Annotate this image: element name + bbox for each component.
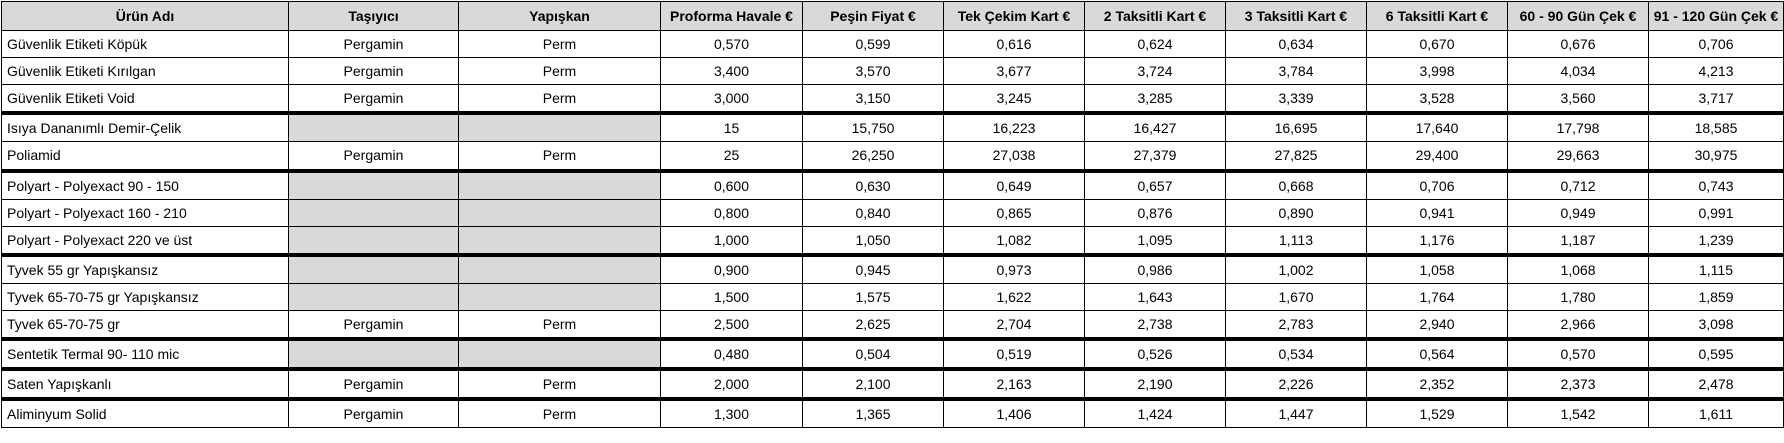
- carrier-cell: Pergamin: [289, 58, 459, 85]
- price-cell: 15: [661, 113, 803, 142]
- price-cell: 1,050: [803, 227, 944, 256]
- product-name-cell: Poliamid: [2, 142, 289, 172]
- price-cell: 29,663: [1508, 142, 1649, 172]
- column-header: Taşıyıcı: [289, 2, 459, 31]
- price-cell: 0,865: [944, 200, 1085, 227]
- price-cell: 1,000: [661, 227, 803, 256]
- price-cell: 2,940: [1367, 311, 1508, 340]
- price-cell: 2,500: [661, 311, 803, 340]
- price-cell: 1,300: [661, 399, 803, 428]
- price-cell: 0,616: [944, 31, 1085, 58]
- adhesive-cell: [459, 227, 661, 256]
- price-cell: 1,575: [803, 284, 944, 311]
- price-cell: 16,695: [1226, 113, 1367, 142]
- price-cell: 1,500: [661, 284, 803, 311]
- price-cell: 0,986: [1085, 255, 1226, 284]
- price-cell: 0,706: [1649, 31, 1784, 58]
- price-cell: 25: [661, 142, 803, 172]
- price-cell: 0,945: [803, 255, 944, 284]
- table-row: [2, 200, 1784, 227]
- price-cell: 2,625: [803, 311, 944, 340]
- price-cell: 3,528: [1367, 85, 1508, 114]
- price-cell: 3,570: [803, 58, 944, 85]
- price-cell: 4,213: [1649, 58, 1784, 85]
- price-cell: 0,570: [661, 31, 803, 58]
- price-cell: 17,640: [1367, 113, 1508, 142]
- column-header: 6 Taksitli Kart €: [1367, 2, 1508, 31]
- product-name-cell: Güvenlik Etiketi Void: [2, 85, 289, 114]
- carrier-cell: [289, 200, 459, 227]
- price-cell: 3,784: [1226, 58, 1367, 85]
- product-name-cell: Tyvek 65-70-75 gr Yapışkansız: [2, 284, 289, 311]
- price-cell: 1,622: [944, 284, 1085, 311]
- product-name-cell: Isıya Dananımlı Demir-Çelik: [2, 113, 289, 142]
- adhesive-cell: Perm: [459, 399, 661, 428]
- product-name-cell: Polyart - Polyexact 160 - 210: [2, 200, 289, 227]
- price-cell: 3,245: [944, 85, 1085, 114]
- price-cell: 0,949: [1508, 200, 1649, 227]
- price-cell: 0,600: [661, 171, 803, 200]
- carrier-cell: [289, 171, 459, 200]
- product-name-cell: Tyvek 55 gr Yapışkansız: [2, 255, 289, 284]
- price-cell: 17,798: [1508, 113, 1649, 142]
- price-cell: 1,447: [1226, 399, 1367, 428]
- price-cell: 3,400: [661, 58, 803, 85]
- adhesive-cell: [459, 200, 661, 227]
- header-row: [2, 2, 1784, 31]
- adhesive-cell: [459, 113, 661, 142]
- price-cell: 1,365: [803, 399, 944, 428]
- column-header: 91 - 120 Gün Çek €: [1649, 2, 1784, 31]
- table-row: [2, 399, 1784, 428]
- price-cell: 15,750: [803, 113, 944, 142]
- adhesive-cell: [459, 171, 661, 200]
- price-cell: 2,163: [944, 369, 1085, 399]
- price-cell: 1,611: [1649, 399, 1784, 428]
- column-header: Yapışkan: [459, 2, 661, 31]
- carrier-cell: Pergamin: [289, 311, 459, 340]
- price-cell: 0,890: [1226, 200, 1367, 227]
- adhesive-cell: [459, 284, 661, 311]
- price-cell: 3,000: [661, 85, 803, 114]
- table-body: [2, 31, 1784, 428]
- price-cell: 0,534: [1226, 339, 1367, 369]
- price-cell: 0,840: [803, 200, 944, 227]
- adhesive-cell: [459, 339, 661, 369]
- price-cell: 0,564: [1367, 339, 1508, 369]
- adhesive-cell: Perm: [459, 31, 661, 58]
- product-name-cell: Tyvek 65-70-75 gr: [2, 311, 289, 340]
- price-cell: 0,570: [1508, 339, 1649, 369]
- table-row: [2, 171, 1784, 200]
- price-cell: 0,712: [1508, 171, 1649, 200]
- price-cell: 0,630: [803, 171, 944, 200]
- price-cell: 3,150: [803, 85, 944, 114]
- table-row: [2, 227, 1784, 256]
- price-cell: 1,859: [1649, 284, 1784, 311]
- price-cell: 27,825: [1226, 142, 1367, 172]
- price-cell: 1,780: [1508, 284, 1649, 311]
- column-header: 3 Taksitli Kart €: [1226, 2, 1367, 31]
- carrier-cell: Pergamin: [289, 85, 459, 114]
- product-name-cell: Güvenlik Etiketi Kırılgan: [2, 58, 289, 85]
- price-cell: 0,973: [944, 255, 1085, 284]
- carrier-cell: Pergamin: [289, 142, 459, 172]
- price-cell: 2,704: [944, 311, 1085, 340]
- carrier-cell: [289, 284, 459, 311]
- price-cell: 1,764: [1367, 284, 1508, 311]
- price-cell: 2,966: [1508, 311, 1649, 340]
- price-cell: 1,176: [1367, 227, 1508, 256]
- table-row: [2, 31, 1784, 58]
- price-cell: 0,649: [944, 171, 1085, 200]
- product-name-cell: Saten Yapışkanlı: [2, 369, 289, 399]
- price-cell: 2,100: [803, 369, 944, 399]
- price-cell: 0,634: [1226, 31, 1367, 58]
- adhesive-cell: Perm: [459, 85, 661, 114]
- price-cell: 0,743: [1649, 171, 1784, 200]
- price-cell: 0,991: [1649, 200, 1784, 227]
- price-cell: 0,624: [1085, 31, 1226, 58]
- price-cell: 26,250: [803, 142, 944, 172]
- adhesive-cell: Perm: [459, 58, 661, 85]
- column-header: Proforma Havale €: [661, 2, 803, 31]
- price-cell: 2,000: [661, 369, 803, 399]
- price-cell: 1,002: [1226, 255, 1367, 284]
- price-cell: 27,379: [1085, 142, 1226, 172]
- price-cell: 0,599: [803, 31, 944, 58]
- price-cell: 16,223: [944, 113, 1085, 142]
- price-table: [1, 1, 1784, 428]
- table-row: [2, 113, 1784, 142]
- price-cell: 0,480: [661, 339, 803, 369]
- price-cell: 0,676: [1508, 31, 1649, 58]
- price-cell: 4,034: [1508, 58, 1649, 85]
- price-cell: 3,998: [1367, 58, 1508, 85]
- price-cell: 0,900: [661, 255, 803, 284]
- carrier-cell: [289, 255, 459, 284]
- product-name-cell: Polyart - Polyexact 220 ve üst: [2, 227, 289, 256]
- price-cell: 18,585: [1649, 113, 1784, 142]
- carrier-cell: [289, 227, 459, 256]
- product-name-cell: Sentetik Termal 90- 110 mic: [2, 339, 289, 369]
- price-cell: 2,226: [1226, 369, 1367, 399]
- table-row: [2, 85, 1784, 114]
- adhesive-cell: [459, 255, 661, 284]
- price-cell: 1,670: [1226, 284, 1367, 311]
- price-cell: 2,478: [1649, 369, 1784, 399]
- price-cell: 0,657: [1085, 171, 1226, 200]
- price-cell: 0,941: [1367, 200, 1508, 227]
- price-cell: 2,783: [1226, 311, 1367, 340]
- price-cell: 3,285: [1085, 85, 1226, 114]
- price-cell: 16,427: [1085, 113, 1226, 142]
- product-name-cell: Polyart - Polyexact 90 - 150: [2, 171, 289, 200]
- price-cell: 0,595: [1649, 339, 1784, 369]
- product-name-cell: Aliminyum Solid: [2, 399, 289, 428]
- price-cell: 1,424: [1085, 399, 1226, 428]
- price-cell: 1,529: [1367, 399, 1508, 428]
- price-cell: 1,239: [1649, 227, 1784, 256]
- price-cell: 27,038: [944, 142, 1085, 172]
- adhesive-cell: Perm: [459, 369, 661, 399]
- column-header: 60 - 90 Gün Çek €: [1508, 2, 1649, 31]
- table-row: [2, 284, 1784, 311]
- table-row: [2, 369, 1784, 399]
- price-cell: 0,670: [1367, 31, 1508, 58]
- carrier-cell: [289, 113, 459, 142]
- carrier-cell: Pergamin: [289, 31, 459, 58]
- carrier-cell: Pergamin: [289, 369, 459, 399]
- price-cell: 1,406: [944, 399, 1085, 428]
- price-cell: 0,526: [1085, 339, 1226, 369]
- column-header: Peşin Fiyat €: [803, 2, 944, 31]
- price-cell: 3,560: [1508, 85, 1649, 114]
- price-cell: 1,113: [1226, 227, 1367, 256]
- price-cell: 0,504: [803, 339, 944, 369]
- price-cell: 2,373: [1508, 369, 1649, 399]
- price-cell: 3,339: [1226, 85, 1367, 114]
- price-cell: 0,706: [1367, 171, 1508, 200]
- price-cell: 3,724: [1085, 58, 1226, 85]
- carrier-cell: [289, 339, 459, 369]
- price-cell: 1,058: [1367, 255, 1508, 284]
- table-row: [2, 142, 1784, 172]
- column-header: Tek Çekim Kart €: [944, 2, 1085, 31]
- price-cell: 1,187: [1508, 227, 1649, 256]
- price-cell: 1,068: [1508, 255, 1649, 284]
- price-cell: 30,975: [1649, 142, 1784, 172]
- product-name-cell: Güvenlik Etiketi Köpük: [2, 31, 289, 58]
- price-cell: 1,082: [944, 227, 1085, 256]
- adhesive-cell: Perm: [459, 311, 661, 340]
- price-cell: 1,542: [1508, 399, 1649, 428]
- price-cell: 2,738: [1085, 311, 1226, 340]
- price-cell: 0,519: [944, 339, 1085, 369]
- price-cell: 0,800: [661, 200, 803, 227]
- table-row: [2, 58, 1784, 85]
- price-cell: 3,717: [1649, 85, 1784, 114]
- price-cell: 3,677: [944, 58, 1085, 85]
- carrier-cell: Pergamin: [289, 399, 459, 428]
- price-cell: 3,098: [1649, 311, 1784, 340]
- table-row: [2, 255, 1784, 284]
- price-cell: 0,668: [1226, 171, 1367, 200]
- column-header: Ürün Adı: [2, 2, 289, 31]
- price-cell: 1,095: [1085, 227, 1226, 256]
- price-cell: 2,190: [1085, 369, 1226, 399]
- column-header: 2 Taksitli Kart €: [1085, 2, 1226, 31]
- adhesive-cell: Perm: [459, 142, 661, 172]
- price-cell: 1,643: [1085, 284, 1226, 311]
- table-row: [2, 339, 1784, 369]
- price-cell: 2,352: [1367, 369, 1508, 399]
- price-cell: 1,115: [1649, 255, 1784, 284]
- table-row: [2, 311, 1784, 340]
- price-cell: 0,876: [1085, 200, 1226, 227]
- price-cell: 29,400: [1367, 142, 1508, 172]
